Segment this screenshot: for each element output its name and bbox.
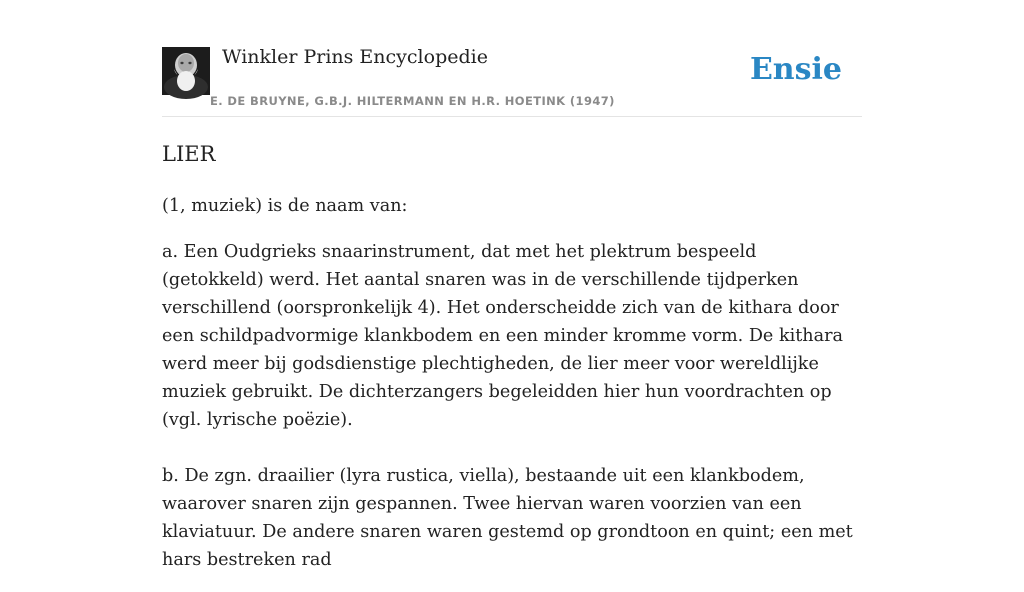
author-avatar (162, 47, 210, 95)
book-authors: E. DE BRUYNE, G.B.J. HILTERMANN EN H.R. HOETINK (1947) (210, 94, 615, 108)
entry-paragraph-a: a. Een Oudgrieks snaarinstrument, dat met het plektrum bespeeld (getokkeld) werd. Het aantal snaren was in de verschillende tijdperken verschillend (oorspronkelijk 4). Het onderscheidde zich van de kithara door een schildpadvormige klankbodem en een minder kromme vorm. De kithara werd meer bij godsdienstige plechtigheden, de lier meer voor wereldlijke muziek gebruikt. De dichterzangers begeleidden hier hun voordrachten op (vgl. lyrische poëzie). (162, 242, 844, 430)
bearded-man-portrait-icon (162, 47, 210, 95)
header (162, 44, 862, 117)
book-title-link[interactable]: Winkler Prins Encyclopedie (222, 46, 488, 68)
ensie-logo-link[interactable]: Ensie (749, 52, 842, 87)
entry-intro: (1, muziek) is de naam van: (162, 196, 408, 216)
entry-paragraph-b: b. De zgn. draailier (lyra rustica, viella), bestaande uit een klankbodem, waarover snaren zijn gespannen. Twee hiervan waren voorzien van een klaviatuur. De andere snaren waren gestemd op grondtoon en quint; een met hars bestreken rad (162, 466, 853, 570)
entry-title: LIER (162, 142, 216, 166)
entry-content (162, 138, 862, 592)
